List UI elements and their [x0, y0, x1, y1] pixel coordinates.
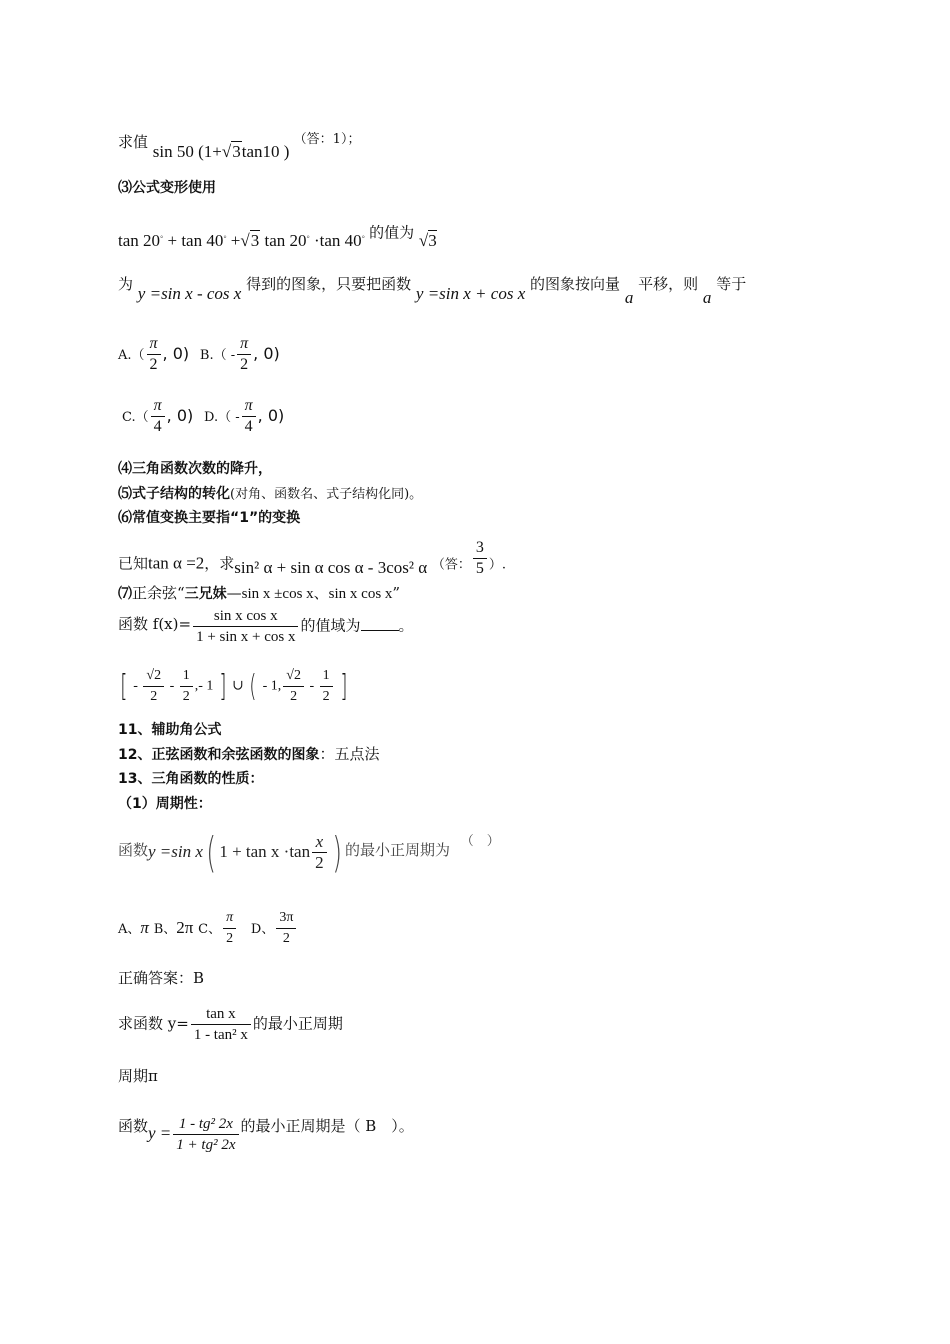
denominator: 1 + tg² 2x — [176, 1137, 236, 1153]
formula: sin x ±cos x、sin x cos x — [241, 586, 393, 602]
numerator: 1 — [180, 666, 193, 687]
numerator: π — [151, 396, 165, 417]
heading-graphs — [118, 744, 380, 765]
line-tan-period — [118, 1004, 343, 1045]
option-label: C、 — [198, 921, 222, 937]
fraction — [320, 666, 333, 707]
line-range — [118, 606, 414, 647]
denominator: 4 — [244, 418, 253, 435]
radicand: 3 — [428, 230, 437, 250]
numerator: π — [147, 334, 161, 355]
bracket: ] — [219, 668, 227, 704]
numerator: π — [242, 396, 256, 417]
denominator: 1 - tan² x — [193, 1027, 248, 1043]
text: 的最小正周期 — [252, 1014, 343, 1033]
fraction — [237, 334, 251, 375]
options-ab — [118, 334, 280, 375]
option-label: B.（ - — [199, 347, 236, 363]
formula: y =sin x — [148, 842, 203, 861]
numerator: 1 - tg² 2x — [173, 1114, 238, 1135]
formula-part: - — [133, 678, 138, 694]
heading-auxiliary-angle: 11、辅助角公式 — [118, 722, 222, 738]
heading-structure — [118, 483, 422, 505]
numerator: sin x cos x — [193, 606, 298, 627]
line-tan-sum — [118, 218, 437, 250]
bracket: [ — [120, 668, 128, 704]
formula: tan α =2 — [148, 553, 205, 573]
formula-part: - — [309, 678, 315, 694]
numerator: 3 — [473, 538, 487, 559]
denominator: 2 — [149, 356, 158, 373]
option-label: D.（ - — [204, 409, 240, 425]
period-answer: 周期π — [118, 1067, 158, 1085]
numerator: √2 — [143, 666, 164, 687]
text: 等于 — [716, 275, 747, 293]
heading-formula-transform: ⑶公式变形使用 — [118, 180, 216, 196]
formula-part: sin 50 (1+ — [152, 142, 222, 161]
text: — — [226, 584, 242, 602]
option-value: 2π — [176, 917, 194, 937]
numerator: x — [312, 832, 327, 853]
formula-part: ·tan 40 — [313, 230, 362, 250]
denominator: 2 — [322, 689, 330, 704]
text: 的值域为 — [300, 616, 361, 635]
bracket: ) — [331, 827, 342, 877]
formula: sin² α + sin α cos α - 3cos² α — [234, 557, 428, 577]
sqrt: √3 — [240, 230, 260, 250]
line-period-options — [118, 908, 298, 949]
text: ）. — [488, 557, 507, 573]
bold-text: 12、正弦函数和余弦函数的图象 — [118, 747, 320, 763]
fraction — [147, 334, 161, 375]
option-tail: , 0) — [257, 405, 285, 425]
denominator: 5 — [475, 560, 484, 577]
heading-properties: 13、三角函数的性质： — [118, 771, 264, 787]
fraction — [151, 396, 165, 437]
heading-degree-change: ⑷三角函数次数的降升， — [118, 461, 272, 477]
formula-part: - — [169, 678, 175, 694]
text: 已知 — [118, 554, 149, 573]
numerator: 3π — [276, 908, 296, 929]
radicand: 3 — [250, 230, 260, 250]
bold-text: ⑸式子结构的转化 — [118, 486, 230, 502]
fraction — [276, 908, 296, 949]
line-range-answer — [118, 666, 350, 707]
denominator: 2 — [226, 931, 234, 946]
formula-part: + — [230, 230, 241, 250]
text: ，求 — [204, 554, 235, 573]
answer: （答： — [431, 557, 471, 573]
option-label: C.（ — [122, 409, 149, 425]
line-known-tan — [118, 539, 507, 585]
numerator: tan x — [191, 1004, 251, 1025]
line-period-question — [118, 827, 500, 877]
option-tail: , 0) — [166, 405, 194, 425]
answer-blank[interactable] — [361, 616, 399, 631]
option-b[interactable] — [199, 335, 280, 373]
formula: y =sin x + cos x — [415, 284, 526, 303]
fraction — [173, 1114, 238, 1155]
text: (对角、函数名、式子结构化同)。 — [230, 487, 423, 502]
formula-part: + tan 40 — [167, 230, 224, 250]
bold-text: ⑺ — [118, 586, 132, 602]
option-value: π — [140, 917, 149, 937]
sqrt: √3 — [221, 142, 241, 161]
denominator: 2 — [290, 689, 298, 704]
option-a[interactable] — [118, 919, 149, 937]
denominator: 1 + sin x + cos x — [196, 629, 296, 645]
denominator: 4 — [153, 418, 162, 435]
text: 求函数 y= — [118, 1014, 189, 1033]
option-label: B、 — [153, 921, 177, 937]
option-label: A.（ — [118, 347, 145, 363]
bold-text: 三兄妹 — [184, 586, 227, 602]
fraction — [193, 606, 298, 647]
option-d[interactable] — [204, 397, 285, 435]
formula-part: ,- 1 — [194, 678, 214, 694]
text: 函数 f(x)= — [118, 614, 192, 633]
line-translation — [118, 274, 747, 307]
option-c[interactable] — [122, 397, 198, 435]
numerator: π — [237, 334, 251, 355]
option-tail: , 0) — [253, 343, 280, 363]
options-cd — [122, 396, 284, 437]
line-three-siblings — [118, 583, 400, 604]
union-symbol: ∪ — [232, 678, 244, 694]
text: 函数 — [118, 1116, 149, 1135]
denominator: 2 — [315, 853, 324, 872]
fraction — [312, 832, 327, 873]
formula — [153, 142, 294, 161]
vector-a: a — [624, 288, 634, 307]
option-label: A、 — [118, 921, 141, 937]
formula-part: tan 20 — [264, 230, 307, 250]
bracket: ( — [206, 827, 217, 877]
numerator: π — [223, 908, 236, 929]
text: ” — [392, 584, 401, 602]
fraction — [223, 908, 236, 949]
text: 的值为 — [369, 223, 415, 242]
text: 平移，则 — [638, 275, 699, 293]
option-tail: , 0) — [162, 343, 190, 363]
correct-answer: 正确答案：B — [118, 969, 205, 987]
vector-a: a — [702, 288, 712, 307]
formula-part: tan10 ) — [241, 142, 290, 161]
formula: y = — [148, 1123, 172, 1143]
text: 的图象按向量 — [530, 275, 621, 293]
fraction — [143, 666, 164, 707]
text: 正余弦“ — [132, 584, 185, 602]
denominator: 2 — [150, 689, 158, 704]
fraction — [180, 666, 193, 707]
denominator: 2 — [282, 931, 290, 946]
fraction — [473, 538, 487, 579]
text: ：五点法 — [319, 745, 380, 763]
answer-blank: （ ） — [460, 834, 500, 849]
text: 函数 — [118, 841, 149, 859]
bracket: ( — [249, 668, 257, 704]
denominator: 2 — [182, 689, 190, 704]
fraction — [242, 396, 256, 437]
answer: （答：1）； — [293, 132, 361, 147]
heading-periodicity: （1）周期性： — [118, 796, 212, 812]
fraction — [283, 666, 304, 707]
formula: tan 20◦ + tan 40◦ +√3 tan 20◦ ·tan 40◦ — [118, 230, 365, 250]
numerator: √2 — [283, 666, 304, 687]
option-label: D、 — [250, 921, 275, 937]
formula: y =sin x - cos x — [137, 284, 242, 303]
formula: 1 + tan x ·tan — [219, 842, 311, 861]
formula-part: tan 20 — [118, 230, 161, 250]
sqrt: √3 — [418, 230, 437, 250]
formula-part: - 1, — [262, 678, 282, 694]
bracket: ] — [340, 668, 348, 704]
text: 。 — [398, 616, 414, 635]
numerator: 1 — [320, 666, 333, 687]
radicand: 3 — [232, 142, 241, 161]
text: 得到的图象，只要把函数 — [246, 275, 412, 293]
denominator: 2 — [240, 356, 249, 373]
text: 求值 — [118, 133, 149, 151]
option-a[interactable] — [118, 335, 194, 373]
text: 的最小正周期是（ B ）。 — [240, 1116, 414, 1135]
line-evaluate — [118, 132, 361, 161]
option-c[interactable] — [198, 910, 238, 946]
text: 为 — [118, 275, 134, 293]
line-tg-period — [118, 1114, 414, 1155]
option-b[interactable] — [154, 919, 194, 937]
heading-constant-transform: ⑹常值变换主要指“1”的变换 — [118, 510, 301, 526]
fraction — [191, 1004, 251, 1045]
text: 的最小正周期为 — [345, 841, 451, 859]
